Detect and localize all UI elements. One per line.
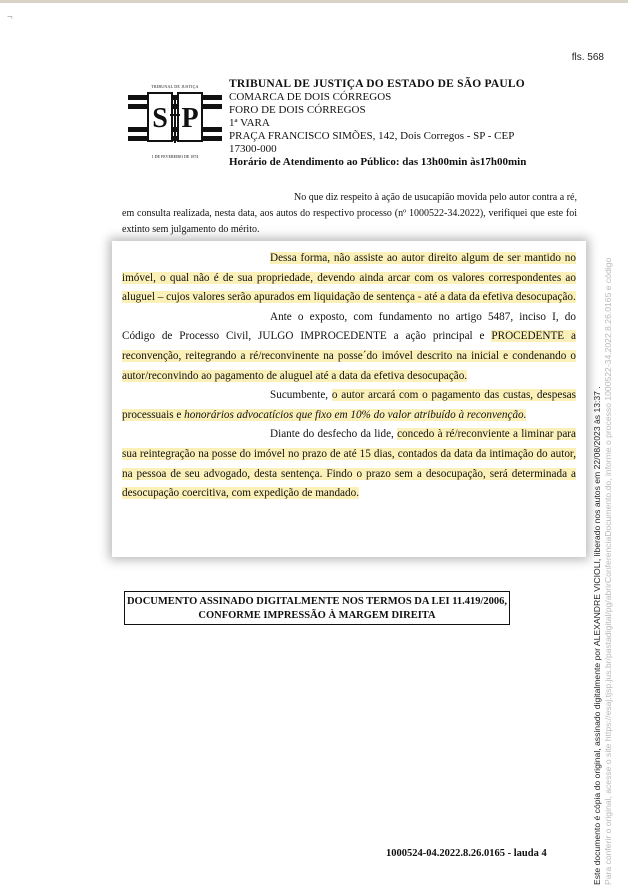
corner-mark: ¬ bbox=[7, 12, 13, 23]
signature-notice-line-2: CONFORME IMPRESSÃO À MARGEM DIREITA bbox=[198, 610, 436, 621]
court-info bbox=[229, 78, 526, 169]
highlight-span: PROCEDENTE a reconvenção, reitegrando a ré/reconvinente na posse´do imóvel descrito na inicial e condenando o autor/reconvindo ao pagamento de aluguel até a data da efetiva desocupação. bbox=[122, 330, 576, 382]
highlighted-excerpt-card bbox=[112, 241, 586, 557]
signature-notice-line-1: DOCUMENTO ASSINADO DIGITALMENTE NOS TERMOS DA LEI 11.419/2006, bbox=[126, 596, 508, 607]
highlight-span: Dessa forma, não assiste ao autor direito algum de ser mantido no imóvel, o qual não é de sua propriedade, devendo ainda arcar com os valores correspondentes ao aluguel – cujos valores serão apurados em liquidação de sentença - até a data da efetiva desocupação. bbox=[122, 252, 576, 304]
plain-span: Sucumbente, bbox=[270, 389, 332, 402]
logo-bottom-text: 1 DE FEVEREIRO DE 1874 bbox=[151, 154, 199, 159]
side-margin-line-2: Para conferir o original, acesse o site https://esaj.tjsp.jus.br/pastadigital/pg/abrirConferenciaDocumento.do, informe o processo 1000522-34.2022.8.26.0165 e código bbox=[603, 257, 613, 885]
excerpt-paragraph-4 bbox=[122, 425, 576, 503]
address-line-2: 17300-000 bbox=[229, 143, 277, 155]
intro-paragraph: No que diz respeito à ação de usucapião movida pelo autor contra a ré, em consulta realizada, nesta data, aos autos do respectivo processo (nº 1000522-34.2022), verifiquei que este foi extinto sem julgamento do mérito. bbox=[122, 192, 577, 235]
office-hours: Horário de Atendimento ao Público: das 13h00min às17h00min bbox=[229, 156, 527, 168]
highlight-span: concedo à ré/reconviente a liminar para sua reintegração na posse do imóvel no prazo de até 15 dias, contados da data da intimação do autor, na pessoa de seu advogado, desta sentença. Findo o prazo sem a desocupação, será determinada a desocupação coercitiva, com expedição de mandado. bbox=[122, 428, 576, 500]
highlight-span: o autor arcará com o pagamento das custas, despesas processuais e bbox=[122, 389, 576, 421]
court-name: TRIBUNAL DE JUSTIÇA DO ESTADO DE SÃO PAULO bbox=[229, 78, 525, 90]
court-seal-logo bbox=[126, 84, 224, 158]
foro-name: FORO DE DOIS CÓRREGOS bbox=[229, 104, 366, 116]
excerpt-paragraph-1 bbox=[122, 249, 576, 308]
page-top-edge bbox=[0, 0, 628, 3]
svg-text:P: P bbox=[181, 103, 199, 134]
side-margin-text bbox=[592, 192, 628, 893]
excerpt-paragraph-3 bbox=[122, 386, 576, 425]
vara-name: 1ª VARA bbox=[229, 117, 270, 129]
side-margin-stamp bbox=[592, 200, 628, 893]
case-number-footer: 1000524-04.2022.8.26.0165 - lauda 4 bbox=[386, 848, 547, 859]
folio-number: fls. 568 bbox=[571, 52, 604, 63]
logo-top-text: TRIBUNAL DE JUSTIÇA bbox=[151, 84, 199, 89]
svg-text:S: S bbox=[152, 103, 168, 134]
excerpt-paragraph-2 bbox=[122, 308, 576, 386]
highlight-italic-span: honorários advocatícios que fixo em 10% do valor atribuído à reconvenção. bbox=[184, 408, 527, 421]
digital-signature-notice bbox=[124, 591, 510, 625]
side-margin-line-1: Este documento é cópia do original, assinado digitalmente por ALEXANDRE VICIOLI, liberado nos autos em 22/08/2023 às 13:37 . bbox=[592, 386, 602, 885]
sp-emblem-icon bbox=[126, 89, 224, 147]
plain-span: Ante o exposto, com fundamento no artigo 5487, inciso I, do Código de Processo Civil, JULGO IMPROCEDENTE a ação principal e bbox=[122, 310, 576, 343]
plain-span: Diante do desfecho da lide, bbox=[270, 428, 398, 441]
address-line-1: PRAÇA FRANCISCO SIMÕES, 142, Dois Corregos - SP - CEP bbox=[229, 130, 515, 142]
comarca-name: COMARCA DE DOIS CÓRREGOS bbox=[229, 91, 392, 103]
excerpt-text bbox=[122, 249, 576, 504]
